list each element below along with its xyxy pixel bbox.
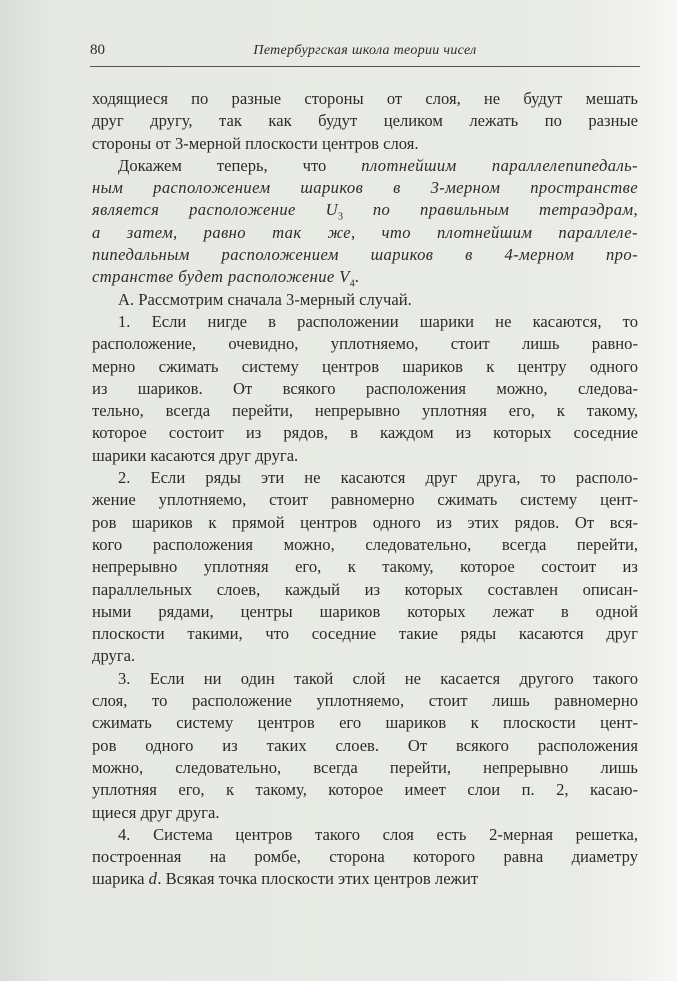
text-line xyxy=(92,846,638,868)
text-line xyxy=(92,690,638,712)
text-segment: Докажем теперь, что xyxy=(118,155,362,175)
page-body xyxy=(92,88,638,891)
subscript: 3 xyxy=(338,211,344,223)
italic-text: d xyxy=(148,869,158,889)
text-segment: ными рядами, центры шариков которых лежат в одной xyxy=(92,601,638,621)
text-segment: А. Рассмотрим сначала 3-мерный случай. xyxy=(118,289,412,309)
text-line xyxy=(92,222,638,244)
text-line xyxy=(92,177,638,199)
paragraph xyxy=(92,155,638,289)
text-segment: расположение, очевидно, уплотняемо, стоит лишь равно- xyxy=(92,334,638,354)
text-segment: жение уплотняемо, стоит равномерно сжимать систему цент- xyxy=(92,490,638,510)
paragraph xyxy=(92,824,638,891)
text-segment: 2. Если ряды эти не касаются друг друга, то располо- xyxy=(118,468,638,488)
text-line xyxy=(92,757,638,779)
paragraph xyxy=(92,289,638,311)
text-line xyxy=(92,311,638,333)
text-line xyxy=(92,556,638,578)
text-line xyxy=(92,244,638,266)
text-segment: кого расположения можно, следовательно, всегда перейти, xyxy=(92,534,638,554)
paragraph xyxy=(92,88,638,155)
text-line xyxy=(92,445,638,467)
text-segment: сжимать систему центров его шариков к плоскости цент- xyxy=(92,713,638,733)
text-segment: шарика xyxy=(92,869,149,889)
text-line xyxy=(92,88,638,110)
text-segment: 3. Если ни один такой слой не касается другого такого xyxy=(118,668,638,688)
text-line xyxy=(92,155,638,177)
text-segment: из шариков. От всякого расположения можно, следова- xyxy=(92,378,638,398)
text-segment: щиеся друг друга. xyxy=(92,802,220,822)
text-segment: 4. Система центров такого слоя есть 2-мерная решетка, xyxy=(118,824,638,844)
italic-text: пипедальным расположением шариков в 4-мерном про- xyxy=(92,245,638,265)
text-line xyxy=(92,802,638,824)
text-line xyxy=(92,199,638,221)
text-line xyxy=(92,645,638,667)
text-segment: непрерывно уплотняя его, к такому, которое состоит из xyxy=(92,557,638,577)
text-segment: которое состоит из рядов, в каждом из которых соседние xyxy=(92,423,638,443)
italic-text: плотнейшим параллелепипедаль- xyxy=(361,155,638,175)
text-line xyxy=(92,422,638,444)
text-segment: слоя, то расположение уплотняемо, стоит лишь равномерно xyxy=(92,691,638,711)
paragraph xyxy=(92,311,638,467)
text-line xyxy=(92,378,638,400)
text-segment: стороны от 3-мерной плоскости центров слоя. xyxy=(92,133,419,153)
text-segment: ров шариков к прямой центров одного из этих рядов. От вся- xyxy=(92,512,638,532)
text-line xyxy=(92,712,638,734)
page-number: 80 xyxy=(90,42,105,58)
italic-text: ным расположением шариков в 3-мерном пространстве xyxy=(92,178,638,198)
text-line xyxy=(92,601,638,623)
text-segment: ров одного из таких слоев. От всякого расположения xyxy=(92,735,638,755)
text-line xyxy=(92,868,638,890)
text-line xyxy=(92,110,638,132)
paragraph xyxy=(92,668,638,824)
text-segment: друг другу, так как будут целиком лежать по разные xyxy=(92,111,638,131)
italic-text: а затем, равно так же, что плотнейшим параллеле- xyxy=(92,222,638,242)
text-segment: . Всякая точка плоскости этих центров лежит xyxy=(157,869,479,889)
running-title: Петербургская школа теории чисел xyxy=(253,43,477,58)
header-rule xyxy=(90,66,640,67)
text-segment: друга. xyxy=(92,646,136,666)
text-segment: ходящиеся по разные стороны от слоя, не будут мешать xyxy=(92,89,638,108)
text-segment: параллельных слоев, каждый из которых составлен описан- xyxy=(92,579,638,599)
text-line xyxy=(92,489,638,511)
text-line xyxy=(92,133,638,155)
text-segment: шарики касаются друг друга. xyxy=(92,445,299,465)
text-line xyxy=(92,534,638,556)
text-segment: уплотняя его, к такому, которое имеет слои п. 2, касаю- xyxy=(92,780,638,800)
text-line xyxy=(92,579,638,601)
text-segment: плоскости такими, что соседние такие ряды касаются друг xyxy=(92,624,638,644)
paragraph xyxy=(92,467,638,668)
text-segment: мерно сжимать систему центров шариков к центру одного xyxy=(92,356,638,376)
text-line xyxy=(92,512,638,534)
text-segment: . xyxy=(354,267,359,287)
text-line xyxy=(92,824,638,846)
text-segment: тельно, всегда перейти, непрерывно уплотняя его, к такому, xyxy=(92,401,638,421)
italic-text: странстве будет расположение V xyxy=(92,267,350,287)
text-line xyxy=(92,623,638,645)
text-segment: 1. Если нигде в расположении шарики не касаются, то xyxy=(118,311,638,331)
text-line xyxy=(92,266,638,288)
text-line xyxy=(92,668,638,690)
subscript: 4 xyxy=(349,278,355,290)
italic-text: по правильным тетраэдрам, xyxy=(343,200,638,220)
text-line xyxy=(92,289,638,311)
text-segment: можно, следовательно, всегда перейти, непрерывно лишь xyxy=(92,757,638,777)
text-line xyxy=(92,467,638,489)
text-line xyxy=(92,779,638,801)
text-segment: построенная на ромбе, сторона которого равна диаметру xyxy=(92,847,638,867)
text-line xyxy=(92,400,638,422)
page-header xyxy=(90,40,640,66)
italic-text: является расположение U xyxy=(92,200,339,220)
text-line xyxy=(92,333,638,355)
text-line xyxy=(92,356,638,378)
text-line xyxy=(92,735,638,757)
